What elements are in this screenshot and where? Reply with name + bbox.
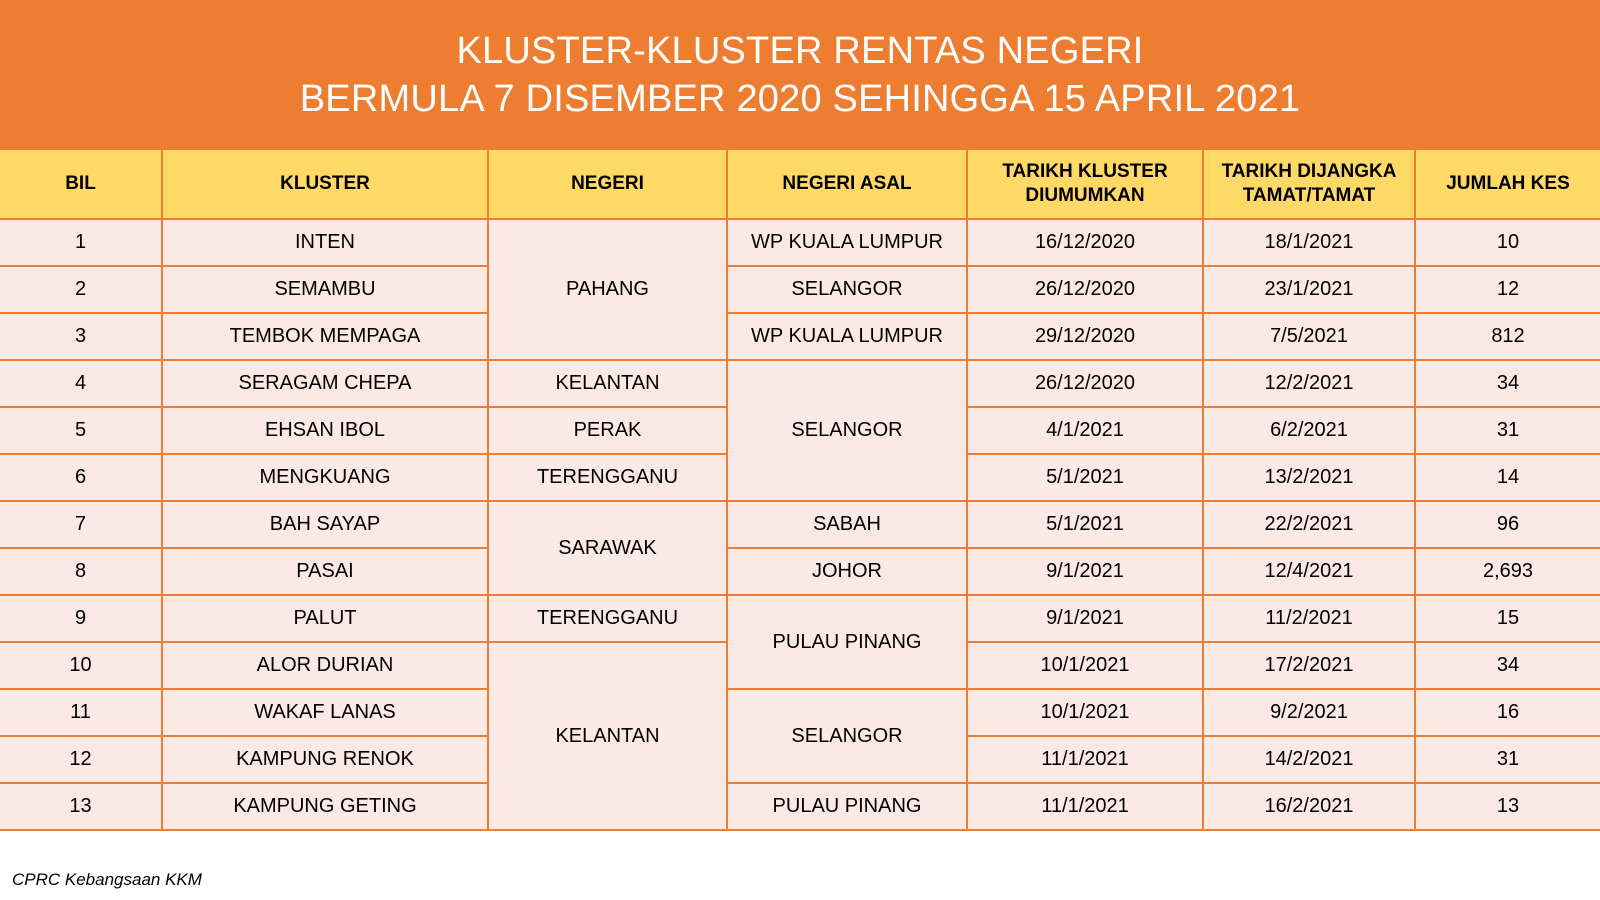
cell-kluster: TEMBOK MEMPAGA bbox=[162, 313, 488, 360]
cell-bil: 9 bbox=[0, 595, 162, 642]
cell-tarikh-tamat: 14/2/2021 bbox=[1203, 736, 1415, 783]
cell-jumlah-kes: 10 bbox=[1415, 219, 1600, 266]
source-note: CPRC Kebangsaan KKM bbox=[12, 870, 202, 889]
cell-negeri: KELANTAN bbox=[488, 642, 727, 830]
cell-tarikh-tamat: 12/4/2021 bbox=[1203, 548, 1415, 595]
cell-tarikh-tamat: 16/2/2021 bbox=[1203, 783, 1415, 830]
cell-negeri: TERENGGANU bbox=[488, 454, 727, 501]
header-bil: BIL bbox=[0, 150, 162, 219]
cell-bil: 6 bbox=[0, 454, 162, 501]
title-line-2: BERMULA 7 DISEMBER 2020 SEHINGGA 15 APRIL 2021 bbox=[299, 78, 1301, 120]
header-row bbox=[0, 150, 1600, 219]
cluster-table bbox=[0, 150, 1600, 831]
table-row bbox=[0, 266, 1600, 313]
cell-tarikh-diumumkan: 26/12/2020 bbox=[967, 266, 1203, 313]
cell-kluster: PASAI bbox=[162, 548, 488, 595]
cell-negeri: KELANTAN bbox=[488, 360, 727, 407]
table-row bbox=[0, 313, 1600, 360]
header-kluster: KLUSTER bbox=[162, 150, 488, 219]
cell-tarikh-tamat: 13/2/2021 bbox=[1203, 454, 1415, 501]
table-row bbox=[0, 689, 1600, 736]
cell-tarikh-tamat: 23/1/2021 bbox=[1203, 266, 1415, 313]
cell-bil: 4 bbox=[0, 360, 162, 407]
cell-kluster: KAMPUNG GETING bbox=[162, 783, 488, 830]
cell-jumlah-kes: 812 bbox=[1415, 313, 1600, 360]
cell-jumlah-kes: 31 bbox=[1415, 736, 1600, 783]
cell-negeri-asal: PULAU PINANG bbox=[727, 595, 967, 689]
cell-tarikh-diumumkan: 10/1/2021 bbox=[967, 642, 1203, 689]
cell-negeri-asal: SELANGOR bbox=[727, 266, 967, 313]
cell-tarikh-diumumkan: 10/1/2021 bbox=[967, 689, 1203, 736]
table-row bbox=[0, 783, 1600, 830]
table-row bbox=[0, 501, 1600, 548]
cell-bil: 5 bbox=[0, 407, 162, 454]
cell-jumlah-kes: 34 bbox=[1415, 642, 1600, 689]
cell-kluster: MENGKUANG bbox=[162, 454, 488, 501]
cell-tarikh-diumumkan: 11/1/2021 bbox=[967, 783, 1203, 830]
cell-negeri: PAHANG bbox=[488, 219, 727, 360]
cell-bil: 12 bbox=[0, 736, 162, 783]
cell-tarikh-diumumkan: 4/1/2021 bbox=[967, 407, 1203, 454]
cell-tarikh-tamat: 11/2/2021 bbox=[1203, 595, 1415, 642]
cell-negeri-asal: SELANGOR bbox=[727, 360, 967, 501]
cell-tarikh-tamat: 17/2/2021 bbox=[1203, 642, 1415, 689]
cell-bil: 13 bbox=[0, 783, 162, 830]
title-banner bbox=[0, 0, 1600, 150]
cell-bil: 1 bbox=[0, 219, 162, 266]
cell-tarikh-diumumkan: 29/12/2020 bbox=[967, 313, 1203, 360]
cell-bil: 2 bbox=[0, 266, 162, 313]
cell-negeri-asal: WP KUALA LUMPUR bbox=[727, 219, 967, 266]
table-row bbox=[0, 548, 1600, 595]
cell-kluster: BAH SAYAP bbox=[162, 501, 488, 548]
header-negeri-asal: NEGERI ASAL bbox=[727, 150, 967, 219]
cell-tarikh-tamat: 18/1/2021 bbox=[1203, 219, 1415, 266]
cell-kluster: WAKAF LANAS bbox=[162, 689, 488, 736]
table-row bbox=[0, 219, 1600, 266]
cell-tarikh-tamat: 6/2/2021 bbox=[1203, 407, 1415, 454]
header-jumlah-kes: JUMLAH KES bbox=[1415, 150, 1600, 219]
cell-negeri: PERAK bbox=[488, 407, 727, 454]
cell-tarikh-diumumkan: 5/1/2021 bbox=[967, 501, 1203, 548]
table-row bbox=[0, 360, 1600, 407]
cell-jumlah-kes: 96 bbox=[1415, 501, 1600, 548]
cell-kluster: PALUT bbox=[162, 595, 488, 642]
cell-negeri-asal: PULAU PINANG bbox=[727, 783, 967, 830]
header-negeri: NEGERI bbox=[488, 150, 727, 219]
cell-jumlah-kes: 12 bbox=[1415, 266, 1600, 313]
table-row bbox=[0, 595, 1600, 642]
cell-kluster: KAMPUNG RENOK bbox=[162, 736, 488, 783]
cell-kluster: INTEN bbox=[162, 219, 488, 266]
header-tarikh-tamat: TARIKH DIJANGKA TAMAT/TAMAT bbox=[1203, 150, 1415, 219]
cell-tarikh-tamat: 22/2/2021 bbox=[1203, 501, 1415, 548]
title-line-1: KLUSTER-KLUSTER RENTAS NEGERI bbox=[456, 30, 1144, 72]
cell-negeri-asal: WP KUALA LUMPUR bbox=[727, 313, 967, 360]
cell-kluster: SERAGAM CHEPA bbox=[162, 360, 488, 407]
cell-tarikh-diumumkan: 9/1/2021 bbox=[967, 548, 1203, 595]
cell-negeri: TERENGGANU bbox=[488, 595, 727, 642]
cell-jumlah-kes: 34 bbox=[1415, 360, 1600, 407]
cell-jumlah-kes: 13 bbox=[1415, 783, 1600, 830]
cell-jumlah-kes: 15 bbox=[1415, 595, 1600, 642]
cell-negeri-asal: SABAH bbox=[727, 501, 967, 548]
cell-kluster: SEMAMBU bbox=[162, 266, 488, 313]
cell-tarikh-diumumkan: 11/1/2021 bbox=[967, 736, 1203, 783]
cell-bil: 11 bbox=[0, 689, 162, 736]
cell-kluster: EHSAN IBOL bbox=[162, 407, 488, 454]
cell-bil: 3 bbox=[0, 313, 162, 360]
cell-tarikh-tamat: 12/2/2021 bbox=[1203, 360, 1415, 407]
cell-tarikh-tamat: 7/5/2021 bbox=[1203, 313, 1415, 360]
cell-jumlah-kes: 14 bbox=[1415, 454, 1600, 501]
cell-tarikh-tamat: 9/2/2021 bbox=[1203, 689, 1415, 736]
header-tarikh-diumumkan: TARIKH KLUSTER DIUMUMKAN bbox=[967, 150, 1203, 219]
cell-negeri: SARAWAK bbox=[488, 501, 727, 595]
cell-negeri-asal: SELANGOR bbox=[727, 689, 967, 783]
cell-bil: 8 bbox=[0, 548, 162, 595]
cell-jumlah-kes: 16 bbox=[1415, 689, 1600, 736]
cell-bil: 7 bbox=[0, 501, 162, 548]
cell-kluster: ALOR DURIAN bbox=[162, 642, 488, 689]
cell-tarikh-diumumkan: 9/1/2021 bbox=[967, 595, 1203, 642]
cell-negeri-asal: JOHOR bbox=[727, 548, 967, 595]
cell-tarikh-diumumkan: 26/12/2020 bbox=[967, 360, 1203, 407]
cell-bil: 10 bbox=[0, 642, 162, 689]
cell-tarikh-diumumkan: 16/12/2020 bbox=[967, 219, 1203, 266]
cell-jumlah-kes: 2,693 bbox=[1415, 548, 1600, 595]
cell-tarikh-diumumkan: 5/1/2021 bbox=[967, 454, 1203, 501]
cell-jumlah-kes: 31 bbox=[1415, 407, 1600, 454]
